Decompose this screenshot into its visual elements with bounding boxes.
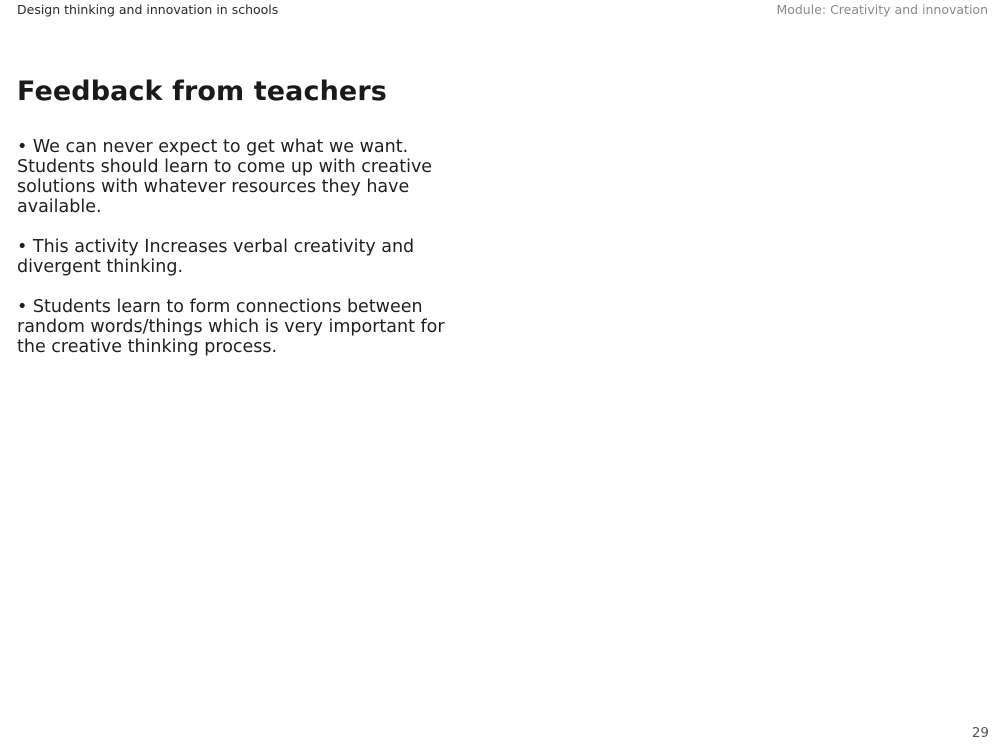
feedback-item: • We can never expect to get what we want. Students should learn to come up with creative solutions with whatever resources they have available.: [17, 137, 433, 217]
page-title: Feedback from teachers: [17, 76, 387, 107]
page-number: 29: [971, 725, 989, 741]
module-title: Module: Creativity and innovation: [776, 2, 988, 17]
course-title: Design thinking and innovation in schools: [17, 2, 279, 17]
feedback-item: • This activity Increases verbal creativity and divergent thinking.: [17, 237, 415, 277]
feedback-item: • Students learn to form connections between random words/things which is very important for the creative thinking process.: [17, 297, 445, 357]
feedback-list: [17, 137, 457, 377]
